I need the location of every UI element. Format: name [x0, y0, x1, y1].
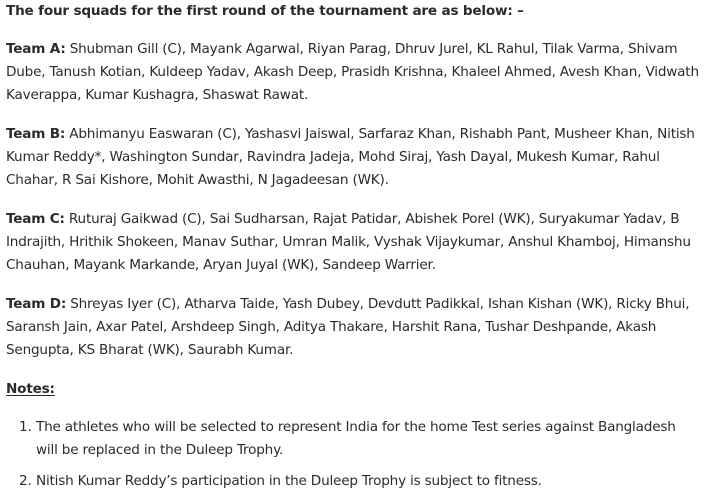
team-c-players: Ruturaj Gaikwad (C), Sai Sudharsan, Rajat Patidar, Abishek Porel (WK), Suryakumar Yadav, B Indrajith, Hrithik Shokeen, Manav Suthar, Umran Malik, Vyshak Vijaykumar, Anshul Khamboj, Himanshu Chauhan, Mayank Markande, Aryan Juyal (WK), Sandeep Warrier. [6, 211, 691, 273]
note-item-1-text: The athletes who will be selected to represent India for the home Test series against Bangladesh will be replaced in the Duleep Trophy. [36, 419, 676, 458]
notes-heading: Notes: [6, 381, 55, 397]
team-d-paragraph [6, 293, 701, 362]
team-a-label: Team A: [6, 41, 66, 57]
notes-list [6, 416, 701, 501]
team-a-paragraph [6, 38, 701, 107]
team-b-label: Team B: [6, 126, 66, 142]
note-item-2-text: Nitish Kumar Reddy’s participation in the Duleep Trophy is subject to fitness. [36, 473, 542, 489]
note-item-2-number: 2. [19, 473, 32, 489]
team-c-label: Team C: [6, 211, 65, 227]
team-a-players: Shubman Gill (C), Mayank Agarwal, Riyan Parag, Dhruv Jurel, KL Rahul, Tilak Varma, Shivam Dube, Tanush Kotian, Kuldeep Yadav, Akash Deep, Prasidh Krishna, Khaleel Ahmed, Avesh Khan, Vidwath Kaverappa, Kumar Kushagra, Shaswat Rawat. [6, 41, 699, 103]
team-d-players: Shreyas Iyer (C), Atharva Taide, Yash Dubey, Devdutt Padikkal, Ishan Kishan (WK), Ricky Bhui, Saransh Jain, Axar Patel, Arshdeep Singh, Aditya Thakare, Harshit Rana, Tushar Deshpande, Akash Sengupta, KS Bharat (WK), Saurabh Kumar. [6, 296, 690, 358]
team-c-paragraph [6, 208, 701, 277]
note-item-2 [6, 470, 701, 493]
intro-heading: The four squads for the first round of the tournament are as below: – [6, 3, 524, 19]
team-b-paragraph [6, 123, 701, 192]
team-b-players: Abhimanyu Easwaran (C), Yashasvi Jaiswal, Sarfaraz Khan, Rishabh Pant, Musheer Khan, Nitish Kumar Reddy*, Washington Sundar, Ravindra Jadeja, Mohd Siraj, Yash Dayal, Mukesh Kumar, Rahul Chahar, R Sai Kishore, Mohit Awasthi, N Jagadeesan (WK). [6, 126, 695, 188]
note-item-1 [6, 416, 701, 462]
team-d-label: Team D: [6, 296, 67, 312]
note-item-1-number: 1. [19, 419, 32, 435]
